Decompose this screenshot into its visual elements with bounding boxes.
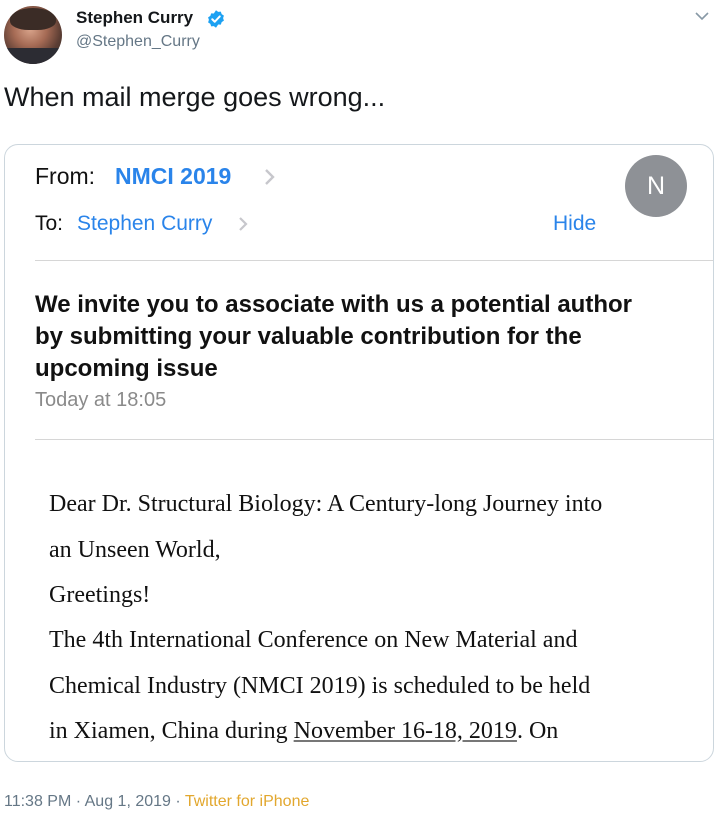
- author-handle[interactable]: @Stephen_Curry: [76, 33, 200, 50]
- avatar-hair: [10, 8, 56, 30]
- body-text: in Xiamen, China during: [49, 718, 294, 744]
- tweet-text: When mail merge goes wrong...: [4, 82, 386, 112]
- email-body-line: Chemical Industry (NMCI 2019) is scheduled to be held: [49, 673, 591, 699]
- avatar-shirt: [4, 48, 62, 64]
- to-label: To:: [35, 212, 64, 235]
- date-link: November 16-18, 2019: [293, 718, 517, 744]
- email-body-line: an Unseen World,: [49, 537, 221, 563]
- email-body-line: The 4th International Conference on New Material and: [49, 627, 578, 653]
- sender-avatar: N: [625, 155, 687, 217]
- from-sender: NMCI 2019: [115, 163, 232, 189]
- verified-badge-icon: [206, 9, 226, 29]
- tweet-metadata: [4, 793, 309, 811]
- tweet-timestamp[interactable]: 11:38 PM · Aug 1, 2019 ·: [4, 793, 181, 810]
- to-recipient: Stephen Curry: [77, 212, 213, 235]
- chevron-right-icon: [237, 215, 250, 233]
- hide-link: Hide: [553, 212, 597, 235]
- email-subject: We invite you to associate with us a potential author by submitting your valuable contribution for the upcoming issue: [35, 291, 632, 382]
- from-label: From:: [35, 163, 96, 189]
- email-body-line: Dear Dr. Structural Biology: A Century-long Journey into: [49, 491, 603, 517]
- body-text: . On: [516, 718, 559, 744]
- email-screenshot: [5, 145, 713, 761]
- email-body-line: [49, 718, 558, 745]
- email-date: Today at 18:05: [35, 389, 167, 411]
- chevron-right-icon: [263, 167, 277, 187]
- chevron-down-icon[interactable]: [694, 8, 710, 24]
- author-avatar[interactable]: [4, 6, 62, 64]
- tweet-source-link[interactable]: Twitter for iPhone: [184, 793, 310, 810]
- tweet-media-card[interactable]: [4, 144, 714, 762]
- author-name[interactable]: Stephen Curry: [76, 8, 194, 27]
- email-body-line: Greetings!: [49, 582, 151, 608]
- subject-divider: [35, 439, 713, 440]
- header-divider: [35, 260, 713, 261]
